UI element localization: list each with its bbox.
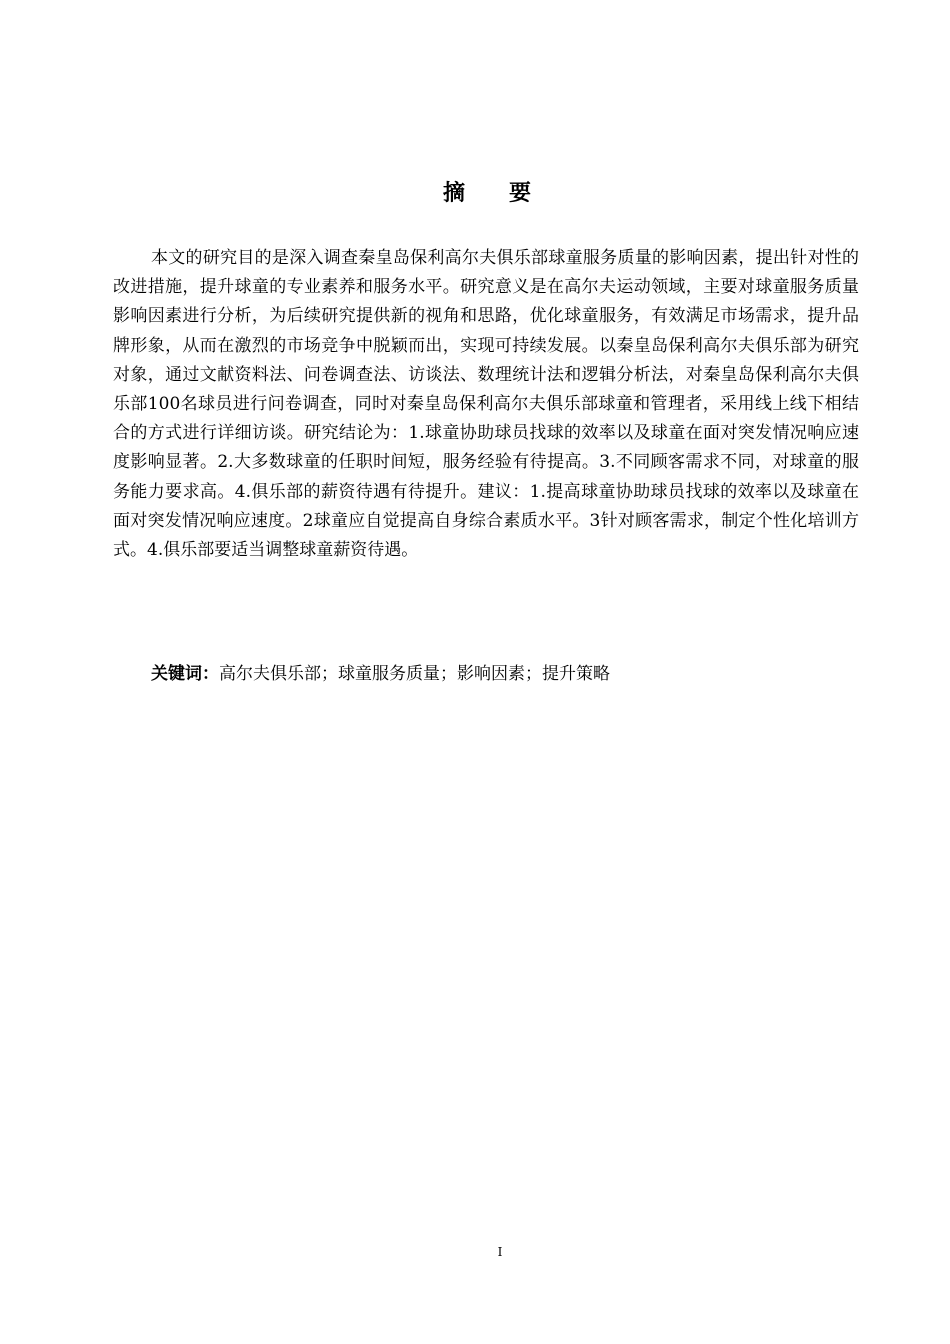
abstract-title: [0, 178, 950, 210]
keywords-line: [151, 660, 610, 689]
keywords-text: 高尔夫俱乐部；球童服务质量；影响因素；提升策略: [219, 664, 610, 684]
abstract-title-char-2: 要: [509, 181, 532, 206]
abstract-title-char-1: 摘: [442, 181, 465, 206]
page-number: I: [497, 1245, 503, 1259]
keywords-label: 关键词：: [151, 664, 219, 684]
abstract-body: 本文的研究目的是深入调查秦皇岛保利高尔夫俱乐部球童服务质量的影响因素，提出针对性的改进措施，提升球童的专业素养和服务水平。研究意义是在高尔夫运动领域，主要对球童服务质量影响因素进行分析，为后续研究提供新的视角和思路，优化球童服务，有效满足市场需求，提升品牌形象，从而在激烈的市场竞争中脱颖而出，实现可持续发展。以秦皇岛保利高尔夫俱乐部为研究对象，通过文献资料法、问卷调查法、访谈法、数理统计法和逻辑分析法，对秦皇岛保利高尔夫俱乐部100名球员进行问卷调查，同时对秦皇岛保利高尔夫俱乐部球童和管理者，采用线上线下相结合的方式进行详细访谈。研究结论为：1.球童协助球员找球的效率以及球童在面对突发情况响应速度影响显著。2.大多数球童的任职时间短，服务经验有待提高。3.不同顾客需求不同，对球童的服务能力要求高。4.俱乐部的薪资待遇有待提升。建议：1.提高球童协助球员找球的效率以及球童在面对突发情况响应速度。2球童应自觉提高自身综合素质水平。3针对顾客需求，制定个性化培训方式。4.俱乐部要适当调整球童薪资待遇。: [113, 248, 859, 561]
